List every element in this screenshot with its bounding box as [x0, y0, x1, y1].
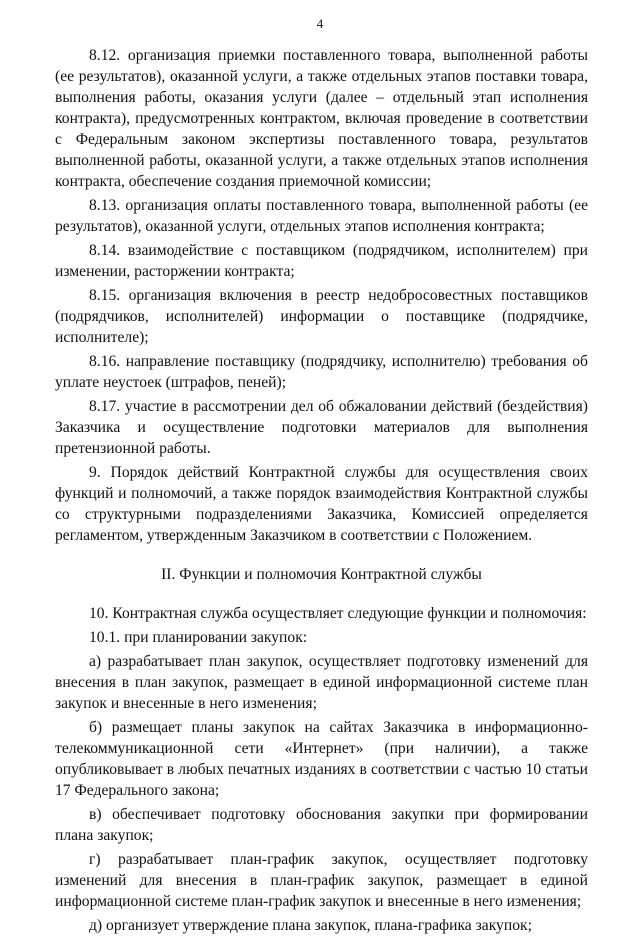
paragraph-8-15: 8.15. организация включения в реестр недобросовестных поставщиков (подрядчиков, исполнителей) информации о поставщике (подрядчике, исполнителе); — [55, 287, 588, 346]
section-heading: II. Функции и полномочия Контрактной службы — [161, 566, 482, 583]
section-8-body — [55, 45, 588, 546]
paragraph-10-1-g: г) разрабатывает план-график закупок, осуществляет подготовку изменений для внесения в план-график закупок, размещает в единой информационной системе план-график закупок и внесенные в него изменения; — [55, 851, 588, 910]
section-ii-body — [55, 603, 588, 936]
paragraph-8-13: 8.13. организация оплаты поставленного товара, выполненной работы (ее результатов), оказанной услуги, отдельных этапов исполнения контракта; — [55, 197, 588, 235]
paragraph-10-1-b: б) размещает планы закупок на сайтах Заказчика в информационно-телекоммуникационной сети «Интернет» (при наличии), а также опубликовывает в любых печатных изданиях в соответствии с частью 10 статьи 17 Федерального закона; — [55, 719, 588, 799]
paragraph-9: 9. Порядок действий Контрактной службы для осуществления своих функций и полномочий, а также порядок взаимодействия Контрактной службы со структурными подразделениями Заказчика, Комиссией определяется регламентом, утвержденным Заказчиком в соответствии с Положением. — [55, 464, 588, 544]
paragraph-10: 10. Контрактная служба осуществляет следующие функции и полномочия: — [89, 605, 587, 622]
paragraph-10-1: 10.1. при планировании закупок: — [89, 629, 308, 646]
paragraph-10-1-v: в) обеспечивает подготовку обоснования закупки при формировании плана закупок; — [55, 806, 588, 844]
page-number: 4 — [316, 16, 324, 31]
paragraph-8-14: 8.14. взаимодействие с поставщиком (подрядчиком, исполнителем) при изменении, расторжении контракта; — [55, 242, 588, 280]
paragraph-8-17: 8.17. участие в рассмотрении дел об обжаловании действий (бездействия) Заказчика и осуществление подготовки материалов для выполнения претензионной работы. — [55, 398, 588, 457]
paragraph-10-1-d: д) организует утверждение плана закупок, плана-графика закупок; — [89, 917, 532, 934]
paragraph-8-16: 8.16. направление поставщику (подрядчику, исполнителю) требования об уплате неустоек (штрафов, пеней); — [55, 353, 588, 391]
paragraph-10-1-a: а) разрабатывает план закупок, осуществляет подготовку изменений для внесения в план закупок, размещает в единой информационной системе план закупок и внесенные в него изменения; — [55, 653, 588, 712]
paragraph-8-12: 8.12. организация приемки поставленного товара, выполненной работы (ее результатов), оказанной услуги, а также отдельных этапов поставки товара, выполнения работы, оказания услуги (далее – отдельный этап исполнения контракта), предусмотренных контрактом, включая проведение в соответствии с Федеральным законом экспертизы поставленного товара, результатов выполненной работы, оказанной услуги, а также отдельных этапов исполнения контракта, обеспечение создания приемочной комиссии; — [55, 47, 588, 190]
